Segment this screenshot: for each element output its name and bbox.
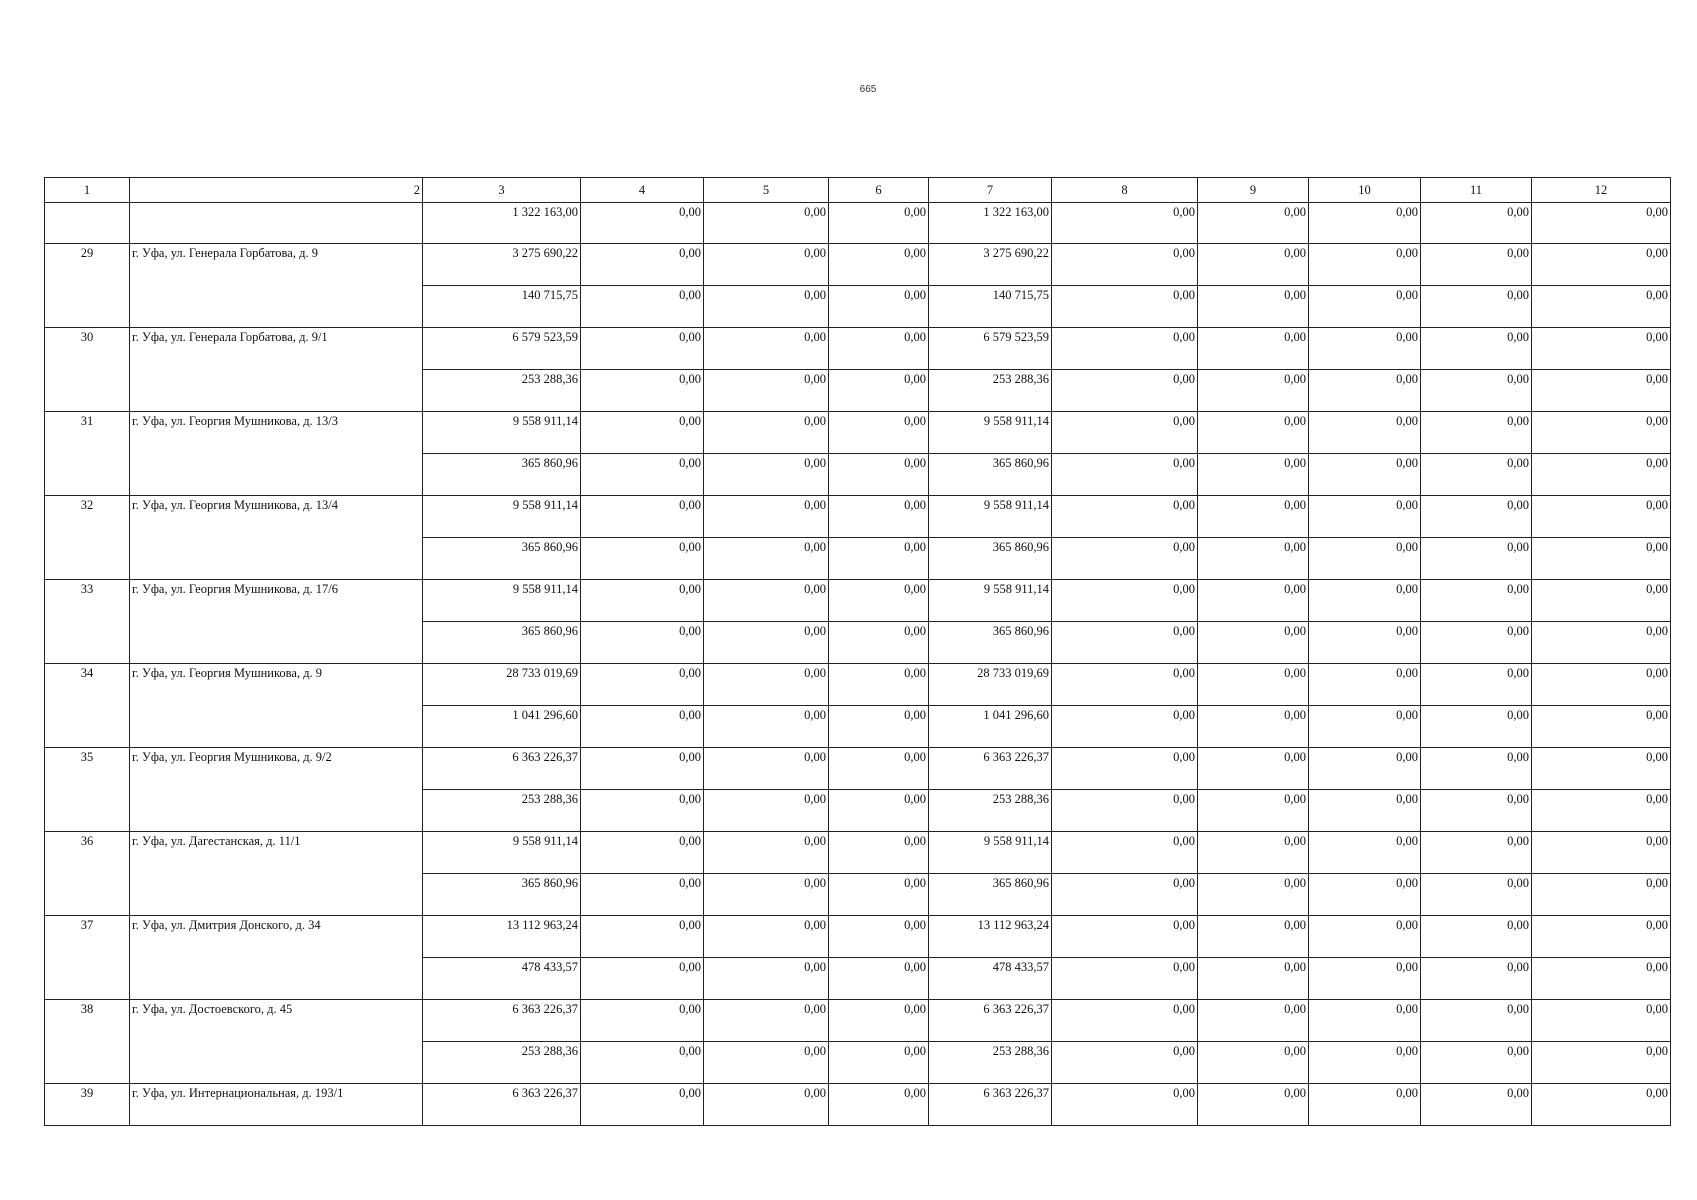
value-cell: 0,00 <box>704 370 829 412</box>
value-cell: 0,00 <box>1052 244 1198 286</box>
value-cell: 0,00 <box>1052 286 1198 328</box>
value-cell: 0,00 <box>1198 664 1309 706</box>
value-cell: 13 112 963,24 <box>423 916 581 958</box>
value-cell: 0,00 <box>1421 370 1532 412</box>
value-cell: 0,00 <box>1309 412 1421 454</box>
value-cell: 253 288,36 <box>423 370 581 412</box>
value-cell: 0,00 <box>829 1042 929 1084</box>
value-cell: 0,00 <box>1532 580 1671 622</box>
value-cell: 0,00 <box>1421 412 1532 454</box>
value-cell: 0,00 <box>1421 622 1532 664</box>
address-cell: г. Уфа, ул. Дмитрия Донского, д. 34 <box>130 916 423 1000</box>
value-cell: 365 860,96 <box>929 622 1052 664</box>
value-cell: 9 558 911,14 <box>423 496 581 538</box>
value-cell: 0,00 <box>829 958 929 1000</box>
value-cell: 0,00 <box>1532 958 1671 1000</box>
value-cell: 0,00 <box>829 203 929 244</box>
value-cell: 0,00 <box>829 748 929 790</box>
table-row <box>45 748 1671 790</box>
table-row <box>45 328 1671 370</box>
value-cell: 0,00 <box>581 706 704 748</box>
value-cell: 0,00 <box>829 664 929 706</box>
value-cell: 0,00 <box>1198 538 1309 580</box>
value-cell: 0,00 <box>1198 748 1309 790</box>
row-number-cell: 29 <box>45 244 130 328</box>
value-cell: 0,00 <box>1052 203 1198 244</box>
value-cell: 9 558 911,14 <box>929 412 1052 454</box>
value-cell: 6 363 226,37 <box>423 1084 581 1126</box>
value-cell: 0,00 <box>581 580 704 622</box>
value-cell: 0,00 <box>1309 203 1421 244</box>
page-number: 665 <box>859 84 877 95</box>
value-cell: 0,00 <box>581 203 704 244</box>
value-cell: 0,00 <box>1052 1000 1198 1042</box>
row-number-cell: 39 <box>45 1084 130 1126</box>
value-cell: 0,00 <box>581 496 704 538</box>
value-cell: 1 041 296,60 <box>423 706 581 748</box>
value-cell: 0,00 <box>1198 203 1309 244</box>
column-header: 9 <box>1198 178 1309 203</box>
table-row <box>45 1000 1671 1042</box>
value-cell: 28 733 019,69 <box>423 664 581 706</box>
value-cell: 0,00 <box>704 454 829 496</box>
value-cell: 0,00 <box>704 328 829 370</box>
value-cell: 0,00 <box>1309 664 1421 706</box>
value-cell: 0,00 <box>829 538 929 580</box>
value-cell: 0,00 <box>1532 916 1671 958</box>
value-cell: 365 860,96 <box>929 538 1052 580</box>
value-cell: 0,00 <box>581 370 704 412</box>
value-cell: 365 860,96 <box>929 454 1052 496</box>
column-header: 7 <box>929 178 1052 203</box>
column-header: 6 <box>829 178 929 203</box>
value-cell: 0,00 <box>1309 328 1421 370</box>
value-cell: 0,00 <box>1052 748 1198 790</box>
value-cell: 9 558 911,14 <box>929 832 1052 874</box>
value-cell: 0,00 <box>1198 958 1309 1000</box>
value-cell: 0,00 <box>1052 790 1198 832</box>
value-cell: 0,00 <box>1309 706 1421 748</box>
value-cell: 0,00 <box>1421 664 1532 706</box>
value-cell: 0,00 <box>1198 412 1309 454</box>
value-cell: 6 363 226,37 <box>929 1084 1052 1126</box>
value-cell: 0,00 <box>1309 622 1421 664</box>
value-cell: 0,00 <box>1052 832 1198 874</box>
address-cell: г. Уфа, ул. Генерала Горбатова, д. 9/1 <box>130 328 423 412</box>
table-body <box>45 203 1671 1126</box>
value-cell: 253 288,36 <box>929 370 1052 412</box>
table-row <box>45 580 1671 622</box>
value-cell: 28 733 019,69 <box>929 664 1052 706</box>
value-cell: 0,00 <box>1052 622 1198 664</box>
value-cell: 0,00 <box>1532 706 1671 748</box>
value-cell: 0,00 <box>1421 454 1532 496</box>
value-cell: 0,00 <box>1309 244 1421 286</box>
value-cell: 6 363 226,37 <box>423 748 581 790</box>
value-cell: 0,00 <box>1198 496 1309 538</box>
value-cell: 0,00 <box>1198 1000 1309 1042</box>
value-cell: 0,00 <box>1309 580 1421 622</box>
value-cell: 9 558 911,14 <box>423 580 581 622</box>
value-cell: 0,00 <box>1421 874 1532 916</box>
value-cell: 0,00 <box>1421 580 1532 622</box>
address-cell: г. Уфа, ул. Георгия Мушникова, д. 13/3 <box>130 412 423 496</box>
value-cell: 253 288,36 <box>929 1042 1052 1084</box>
value-cell: 0,00 <box>1052 412 1198 454</box>
column-header: 11 <box>1421 178 1532 203</box>
row-number-cell: 32 <box>45 496 130 580</box>
value-cell: 0,00 <box>704 580 829 622</box>
value-cell: 0,00 <box>581 1000 704 1042</box>
value-cell: 0,00 <box>1532 203 1671 244</box>
value-cell: 140 715,75 <box>423 286 581 328</box>
value-cell: 0,00 <box>1532 1084 1671 1126</box>
value-cell: 140 715,75 <box>929 286 1052 328</box>
value-cell: 0,00 <box>1309 1084 1421 1126</box>
value-cell: 0,00 <box>1532 664 1671 706</box>
value-cell: 253 288,36 <box>423 790 581 832</box>
value-cell: 0,00 <box>1052 1042 1198 1084</box>
address-cell: г. Уфа, ул. Дагестанская, д. 11/1 <box>130 832 423 916</box>
carry-over-row <box>45 203 1671 244</box>
value-cell: 0,00 <box>1309 958 1421 1000</box>
value-cell: 0,00 <box>1309 748 1421 790</box>
value-cell: 0,00 <box>1198 1084 1309 1126</box>
value-cell: 6 363 226,37 <box>929 748 1052 790</box>
address-cell: г. Уфа, ул. Генерала Горбатова, д. 9 <box>130 244 423 328</box>
column-header: 10 <box>1309 178 1421 203</box>
value-cell: 365 860,96 <box>929 874 1052 916</box>
value-cell: 0,00 <box>1532 790 1671 832</box>
value-cell: 0,00 <box>581 1042 704 1084</box>
value-cell: 0,00 <box>1421 832 1532 874</box>
value-cell: 0,00 <box>704 538 829 580</box>
value-cell: 0,00 <box>1309 370 1421 412</box>
value-cell: 0,00 <box>1532 370 1671 412</box>
value-cell: 0,00 <box>1052 328 1198 370</box>
column-header-row <box>45 178 1671 203</box>
value-cell: 0,00 <box>1198 286 1309 328</box>
row-number-cell: 36 <box>45 832 130 916</box>
value-cell: 0,00 <box>829 370 929 412</box>
value-cell: 0,00 <box>581 244 704 286</box>
value-cell: 478 433,57 <box>929 958 1052 1000</box>
value-cell: 0,00 <box>829 412 929 454</box>
address-cell: г. Уфа, ул. Георгия Мушникова, д. 13/4 <box>130 496 423 580</box>
value-cell: 0,00 <box>829 328 929 370</box>
value-cell: 0,00 <box>1052 454 1198 496</box>
value-cell: 0,00 <box>1421 1042 1532 1084</box>
value-cell: 0,00 <box>1532 496 1671 538</box>
value-cell: 0,00 <box>829 1000 929 1042</box>
value-cell: 0,00 <box>1309 1000 1421 1042</box>
value-cell: 0,00 <box>1532 538 1671 580</box>
address-cell: г. Уфа, ул. Георгия Мушникова, д. 17/6 <box>130 580 423 664</box>
value-cell: 0,00 <box>1421 203 1532 244</box>
value-cell: 0,00 <box>1421 1084 1532 1126</box>
value-cell: 0,00 <box>1198 454 1309 496</box>
value-cell: 0,00 <box>1309 496 1421 538</box>
value-cell: 0,00 <box>1421 496 1532 538</box>
value-cell: 0,00 <box>1052 1084 1198 1126</box>
value-cell: 0,00 <box>1532 1042 1671 1084</box>
data-table <box>44 177 1671 1126</box>
value-cell: 0,00 <box>704 832 829 874</box>
value-cell: 0,00 <box>1421 1000 1532 1042</box>
value-cell: 0,00 <box>581 832 704 874</box>
value-cell: 0,00 <box>704 622 829 664</box>
row-number-cell <box>45 203 130 244</box>
value-cell: 9 558 911,14 <box>929 496 1052 538</box>
value-cell: 0,00 <box>1052 664 1198 706</box>
value-cell: 0,00 <box>704 496 829 538</box>
value-cell: 0,00 <box>1421 790 1532 832</box>
column-header: 4 <box>581 178 704 203</box>
value-cell: 0,00 <box>829 286 929 328</box>
value-cell: 0,00 <box>1421 244 1532 286</box>
value-cell: 9 558 911,14 <box>929 580 1052 622</box>
value-cell: 0,00 <box>704 790 829 832</box>
value-cell: 0,00 <box>1052 958 1198 1000</box>
table-row <box>45 244 1671 286</box>
value-cell: 0,00 <box>1421 748 1532 790</box>
value-cell: 0,00 <box>1198 874 1309 916</box>
address-cell: г. Уфа, ул. Георгия Мушникова, д. 9 <box>130 664 423 748</box>
row-number-cell: 38 <box>45 1000 130 1084</box>
value-cell: 0,00 <box>704 1084 829 1126</box>
column-header: 12 <box>1532 178 1671 203</box>
value-cell: 0,00 <box>1532 328 1671 370</box>
value-cell: 0,00 <box>581 538 704 580</box>
value-cell: 0,00 <box>581 412 704 454</box>
column-header: 3 <box>423 178 581 203</box>
value-cell: 9 558 911,14 <box>423 412 581 454</box>
value-cell: 0,00 <box>829 580 929 622</box>
value-cell: 0,00 <box>704 412 829 454</box>
value-cell: 0,00 <box>1532 244 1671 286</box>
value-cell: 0,00 <box>829 916 929 958</box>
column-header: 5 <box>704 178 829 203</box>
value-cell: 0,00 <box>1198 244 1309 286</box>
row-number-cell: 37 <box>45 916 130 1000</box>
value-cell: 0,00 <box>1052 916 1198 958</box>
value-cell: 0,00 <box>704 958 829 1000</box>
value-cell: 0,00 <box>704 203 829 244</box>
table-row <box>45 412 1671 454</box>
value-cell: 0,00 <box>1198 328 1309 370</box>
table-row <box>45 916 1671 958</box>
value-cell: 0,00 <box>704 706 829 748</box>
value-cell: 0,00 <box>1421 916 1532 958</box>
value-cell: 365 860,96 <box>423 538 581 580</box>
value-cell: 0,00 <box>704 916 829 958</box>
value-cell: 0,00 <box>1532 412 1671 454</box>
value-cell: 0,00 <box>1309 454 1421 496</box>
address-cell: г. Уфа, ул. Интернациональная, д. 193/1 <box>130 1084 423 1126</box>
value-cell: 0,00 <box>1052 580 1198 622</box>
column-header: 2 <box>130 178 423 203</box>
value-cell: 0,00 <box>1198 790 1309 832</box>
value-cell: 9 558 911,14 <box>423 832 581 874</box>
value-cell: 0,00 <box>1532 286 1671 328</box>
row-number-cell: 30 <box>45 328 130 412</box>
row-number-cell: 31 <box>45 412 130 496</box>
value-cell: 0,00 <box>1198 1042 1309 1084</box>
value-cell: 0,00 <box>704 874 829 916</box>
value-cell: 0,00 <box>829 244 929 286</box>
value-cell: 6 579 523,59 <box>423 328 581 370</box>
address-cell: г. Уфа, ул. Георгия Мушникова, д. 9/2 <box>130 748 423 832</box>
value-cell: 0,00 <box>829 874 929 916</box>
value-cell: 0,00 <box>1421 328 1532 370</box>
value-cell: 0,00 <box>1198 370 1309 412</box>
table-row <box>45 832 1671 874</box>
value-cell: 0,00 <box>1052 874 1198 916</box>
row-number-cell: 34 <box>45 664 130 748</box>
table-row <box>45 664 1671 706</box>
value-cell: 253 288,36 <box>929 790 1052 832</box>
value-cell: 0,00 <box>1421 958 1532 1000</box>
value-cell: 0,00 <box>581 1084 704 1126</box>
value-cell: 0,00 <box>1309 832 1421 874</box>
value-cell: 0,00 <box>581 664 704 706</box>
column-header: 1 <box>45 178 130 203</box>
value-cell: 0,00 <box>581 874 704 916</box>
value-cell: 6 363 226,37 <box>423 1000 581 1042</box>
value-cell: 0,00 <box>704 748 829 790</box>
value-cell: 0,00 <box>581 622 704 664</box>
value-cell: 0,00 <box>1532 622 1671 664</box>
value-cell: 0,00 <box>829 496 929 538</box>
value-cell: 478 433,57 <box>423 958 581 1000</box>
value-cell: 0,00 <box>1421 538 1532 580</box>
value-cell: 365 860,96 <box>423 874 581 916</box>
value-cell: 1 322 163,00 <box>423 203 581 244</box>
value-cell: 0,00 <box>581 958 704 1000</box>
value-cell: 0,00 <box>1052 496 1198 538</box>
value-cell: 1 322 163,00 <box>929 203 1052 244</box>
column-header: 8 <box>1052 178 1198 203</box>
value-cell: 0,00 <box>1052 538 1198 580</box>
address-cell: г. Уфа, ул. Достоевского, д. 45 <box>130 1000 423 1084</box>
value-cell: 0,00 <box>1309 874 1421 916</box>
value-cell: 0,00 <box>704 244 829 286</box>
value-cell: 0,00 <box>581 748 704 790</box>
value-cell: 0,00 <box>1421 706 1532 748</box>
value-cell: 0,00 <box>1198 832 1309 874</box>
value-cell: 13 112 963,24 <box>929 916 1052 958</box>
value-cell: 0,00 <box>1421 286 1532 328</box>
value-cell: 0,00 <box>1309 1042 1421 1084</box>
value-cell: 0,00 <box>704 664 829 706</box>
value-cell: 6 579 523,59 <box>929 328 1052 370</box>
value-cell: 0,00 <box>581 286 704 328</box>
value-cell: 0,00 <box>1309 790 1421 832</box>
value-cell: 0,00 <box>829 622 929 664</box>
value-cell: 0,00 <box>704 1042 829 1084</box>
value-cell: 0,00 <box>581 916 704 958</box>
value-cell: 0,00 <box>829 1084 929 1126</box>
value-cell: 0,00 <box>1198 916 1309 958</box>
value-cell: 0,00 <box>1198 622 1309 664</box>
value-cell: 0,00 <box>581 328 704 370</box>
value-cell: 365 860,96 <box>423 622 581 664</box>
value-cell: 0,00 <box>1532 832 1671 874</box>
value-cell: 0,00 <box>1052 370 1198 412</box>
address-cell <box>130 203 423 244</box>
value-cell: 365 860,96 <box>423 454 581 496</box>
value-cell: 0,00 <box>581 454 704 496</box>
value-cell: 0,00 <box>1532 454 1671 496</box>
table-row <box>45 496 1671 538</box>
table-row <box>45 1084 1671 1126</box>
value-cell: 0,00 <box>1532 1000 1671 1042</box>
value-cell: 0,00 <box>829 832 929 874</box>
value-cell: 0,00 <box>1309 916 1421 958</box>
value-cell: 0,00 <box>1532 874 1671 916</box>
value-cell: 0,00 <box>1198 580 1309 622</box>
value-cell: 0,00 <box>1309 538 1421 580</box>
value-cell: 6 363 226,37 <box>929 1000 1052 1042</box>
row-number-cell: 33 <box>45 580 130 664</box>
value-cell: 1 041 296,60 <box>929 706 1052 748</box>
value-cell: 0,00 <box>829 790 929 832</box>
value-cell: 0,00 <box>1052 706 1198 748</box>
value-cell: 3 275 690,22 <box>929 244 1052 286</box>
value-cell: 0,00 <box>829 454 929 496</box>
value-cell: 253 288,36 <box>423 1042 581 1084</box>
value-cell: 0,00 <box>704 286 829 328</box>
value-cell: 0,00 <box>704 1000 829 1042</box>
value-cell: 3 275 690,22 <box>423 244 581 286</box>
value-cell: 0,00 <box>581 790 704 832</box>
row-number-cell: 35 <box>45 748 130 832</box>
value-cell: 0,00 <box>1532 748 1671 790</box>
value-cell: 0,00 <box>1198 706 1309 748</box>
value-cell: 0,00 <box>1309 286 1421 328</box>
value-cell: 0,00 <box>829 706 929 748</box>
